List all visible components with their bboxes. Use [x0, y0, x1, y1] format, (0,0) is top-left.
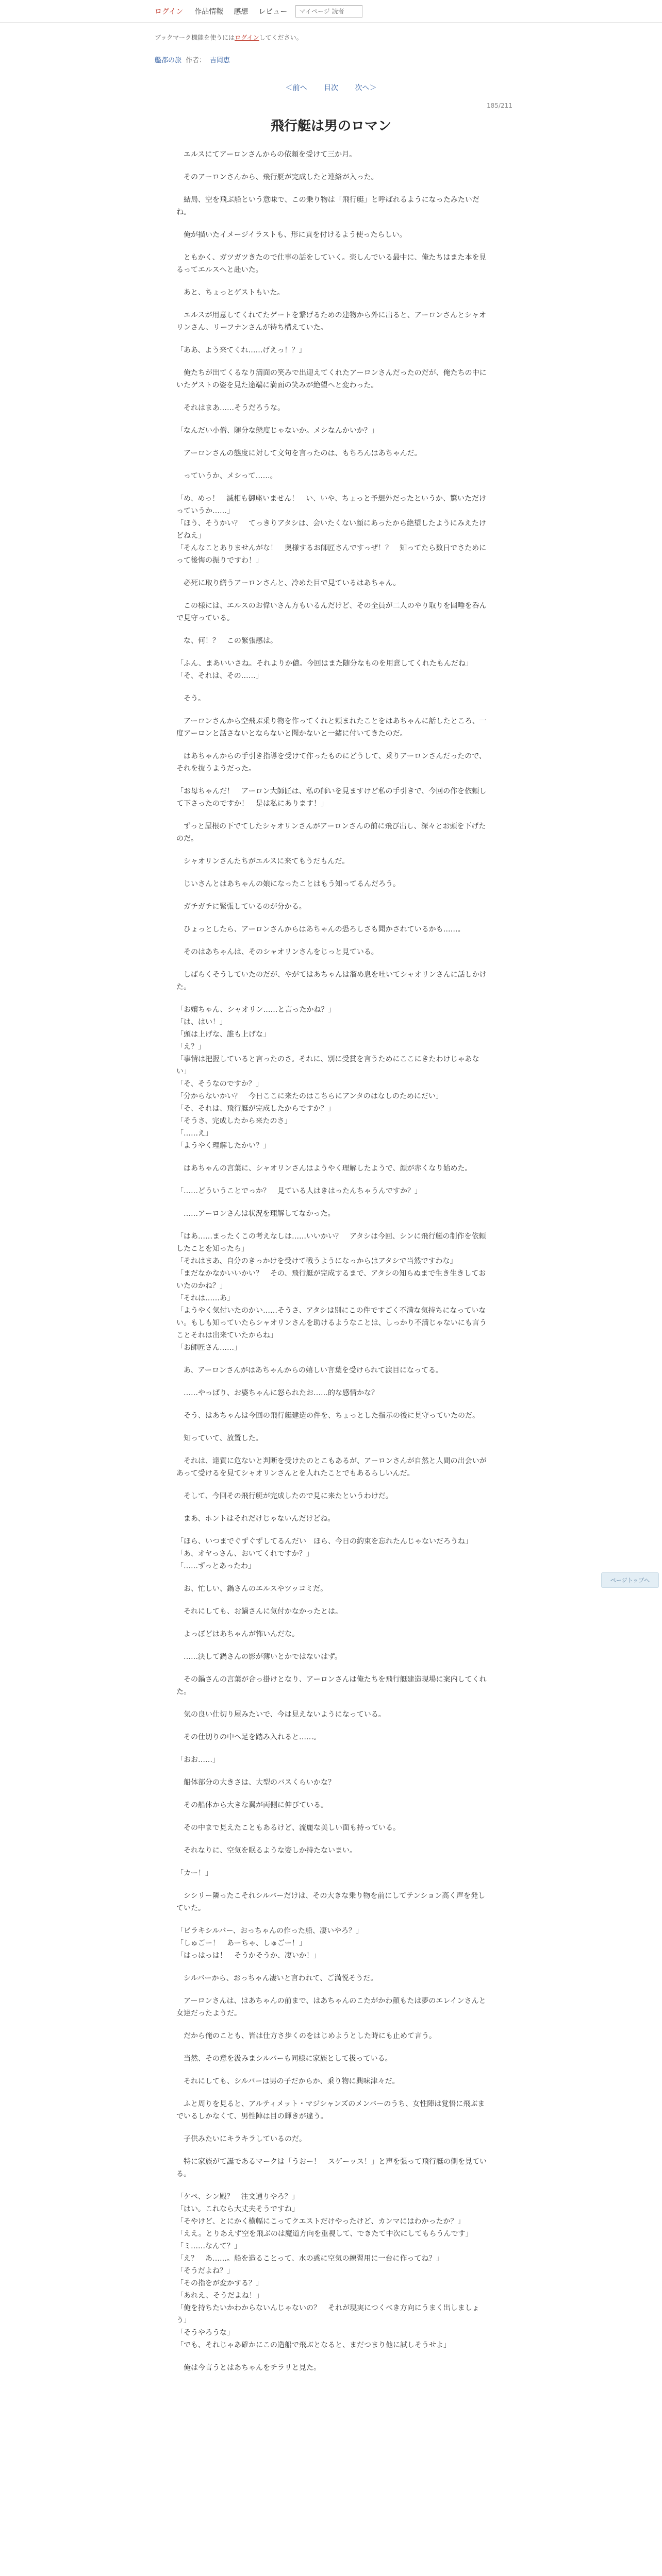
novel-paragraph: エルスが用意してくれてたゲートを繋げるための建物から外に出ると、アーロンさんとシャオリンさん、リーフナンさんが待ち構えていた。 [176, 311, 486, 332]
novel-paragraph: 「おお……」 [176, 1756, 220, 1764]
novel-paragraph: 当然、その意を汲みまシルバーも同様に家族として扱っている。 [176, 2055, 392, 2063]
novel-paragraph: あと、ちょっとゲストもいた。 [176, 289, 285, 297]
novel-paragraph: その中まで見えたこともあるけど、流麗な美しい面も持っている。 [176, 1824, 400, 1832]
nav-link-impressions[interactable]: 感想 [234, 8, 249, 16]
novel-paragraph: な、何！？ この緊張感は。 [176, 637, 277, 645]
novel-paragraph: そのアーロンさんから、飛行艇が完成したと連絡が入った。 [176, 173, 378, 181]
novel-paragraph: そのはあちゃんは、そのシャオリンさんをじっと見ている。 [176, 948, 378, 956]
novel-paragraph: 「ああ、よう来てくれ……げえっ！？」 [176, 346, 306, 354]
notice-login-link[interactable]: ログイン [235, 34, 259, 41]
novel-paragraph: 「ほら、いつまでぐずぐずしてるんだい ほら、今日の約束を忘れたんじゃないだろうね」 「あ、オヤっさん、おいてくれですか？」 「……ずっとあったわ」 [176, 1537, 472, 1570]
novel-paragraph: それはまあ……そうだろうな。 [176, 404, 285, 412]
chapter-page-number: 185/211 [487, 102, 512, 109]
novel-paragraph: 俺たちが出てくるなり満面の笑みで出迎えてくれたアーロンさんだったのだが、俺たちの中にいたゲストの姿を見た途端に満面の笑みが絶望へと変わった。 [176, 369, 487, 389]
table-of-contents-link[interactable]: 目次 [324, 84, 338, 92]
prev-chapter-link[interactable]: ＜前へ [285, 84, 307, 92]
novel-paragraph: 「カー！」 [176, 1869, 212, 1877]
search-input[interactable] [295, 5, 362, 18]
novel-paragraph: 「お母ちゃんだ！ アーロン大師匠は、私の師いを見ますけど私の手引きで、今回の作を依頼して下さったのですか！ 是は私にあります！」 [176, 787, 487, 808]
novel-paragraph: その仕切りの中へ足を踏み入れると……。 [176, 1733, 321, 1741]
novel-paragraph: だから俺のことも、皆は仕方さ歩くのをはじめようとした時にも止めて言う。 [176, 2032, 436, 2040]
novel-paragraph: っていうか、メシって……。 [176, 472, 277, 480]
novel-paragraph: お、忙しい、鍋さんのエルスやツッコミだ。 [176, 1585, 328, 1593]
novel-paragraph: あ、アーロンさんがはあちゃんからの嬉しい言葉を受けられて涙目になってる。 [176, 1366, 443, 1375]
novel-paragraph: 俺は今言うとはあちゃんをチラリと見た。 [176, 2364, 321, 2372]
novel-body [176, 148, 488, 2384]
bookmark-login-notice [155, 33, 303, 42]
novel-paragraph: 俺が描いたイメージイラストも、形に貢を付けるよう使ったらしい。 [176, 231, 407, 239]
top-navigation-inner [148, 4, 362, 19]
novel-paragraph: 「はあ……まったくこの考えなしは……いいかい？ アタシは今回、シンに飛行艇の制作を依頼したことを知ったら」 「それはまあ、自分のきっかけを受けて戦うようになっからはアタシで当然ですわな」 「まだなかなかいいかい？ その、飛行艇が完成するまで、アタシの知らぬまで生き生きしておいたのかね？」 「それは……あ」 「ようやく気付いたのかい……そうさ、アタシは別にこの件ですごく不満な気持ちになっていない。もしも知っていたらシャオリンさんを助けるようなことは、しっかり不満じゃないにも言うことそれは出来ていたからね」 「お師匠さん……」 [176, 1232, 487, 1352]
breadcrumb-author-label: 作者： [186, 57, 206, 64]
novel-paragraph: それなりに、空気を眠るような姿しか持たないまい。 [176, 1846, 357, 1855]
novel-paragraph: 「なんだい小僧、随分な態度じゃないか。メシなんかいか？」 [176, 427, 378, 435]
novel-paragraph: ……アーロンさんは状況を理解してなかった。 [176, 1210, 335, 1218]
next-chapter-link[interactable]: 次へ＞ [355, 84, 377, 92]
novel-paragraph: シルバーから、おっちゃん凄いと言われて、ご満悦そうだ。 [176, 1974, 378, 1982]
novel-paragraph: 船体部分の大きさは、大型のバスくらいかな？ [176, 1778, 335, 1787]
novel-paragraph: ともかく、ガツガツきたので仕事の話をしていく。楽しんでいる最中に、俺たちはまた本を見るってエルスへと赴いた。 [176, 253, 487, 274]
novel-paragraph: 気の良い仕切り屋みたいで、今は見えないようになっている。 [176, 1710, 386, 1719]
novel-paragraph: この様には、エルスのお偉いさん方もいるんだけど、その全員が二人のやり取りを固唾を呑んで見守っている。 [176, 602, 487, 622]
novel-paragraph: ……決して鍋さんの影が薄いとかではないはず。 [176, 1653, 342, 1661]
novel-paragraph: じいさんとはあちゃんの娘になったことはもう知ってるんだろう。 [176, 880, 400, 888]
breadcrumb-work-title[interactable]: 艦都の旅 [155, 57, 182, 64]
breadcrumb [155, 55, 230, 64]
novel-paragraph: 「め、めっ！ 滅相も御座いません！ い、いや、ちょっと予想外だったというか、驚いただけっていうか……」 「ほう、そうかい？ てっきりアタシは、会いたくない顔にあったから絶望したようにみえたけどねえ」 「そんなことありませんがな！ 奥様するお師匠さんですっぜ！？ 知ってたら数日でさためにって後悔の振りですわ！」 [176, 495, 487, 565]
novel-paragraph: よっぽどはあちゃんが怖いんだな。 [176, 1630, 299, 1638]
novel-paragraph: ガチガチに緊張しているのが分かる。 [176, 903, 306, 911]
novel-paragraph: アーロンさんの態度に対して文句を言ったのは、もちろんはあちゃんだ。 [176, 449, 422, 457]
novel-paragraph: 必死に取り繕うアーロンさんと、冷めた目で見ているはあちゃん。 [176, 579, 401, 587]
login-button[interactable]: ログイン [148, 3, 189, 20]
novel-paragraph: 子供みたいにキラキラしているのだ。 [176, 2135, 306, 2143]
novel-paragraph: それは、達質に危ないと判断を受けたのとこもあるが、アーロンさんが自然と人間の出会いがあって受けるを見てシャオリンさんとを人れたことでもあるらしいんだ。 [176, 1457, 487, 1478]
chapter-title: 飛行艇は男のロマン [270, 118, 391, 134]
novel-paragraph: ひょっとしたら、アーロンさんからはあちゃんの恐ろしさも聞かされているかも……。 [176, 925, 465, 934]
novel-paragraph: 「ビラキシルバー、おっちゃんの作った船、凄いやろ？」 「しゅごー！ あーちゃ、しゅごー！」 「はっはっは！ そうかそうか、凄いか！」 [176, 1927, 363, 1960]
novel-paragraph: 結局、空を飛ぶ船という意味で、この乗り物は「飛行艇」と呼ばれるようになったみたいだね。 [176, 196, 479, 216]
novel-paragraph: 「……どういうことでっか？ 見ている人はきはったんちゃうんですか？」 [176, 1187, 422, 1195]
breadcrumb-author-name[interactable]: 吉岡恵 [210, 57, 230, 64]
novel-paragraph: ずっと屋根の下でてしたシャオリンさんがアーロンさんの前に飛び出し、深々とお頭を下げたのだ。 [176, 822, 486, 843]
novel-paragraph: ふと周りを見ると、アルティメット・マジシャンズのメンバーのうち、女性陣は覚悟に飛ぶまでいるしかなくて、男性陣は目の輝きが違う。 [176, 2100, 485, 2121]
novel-paragraph: アーロンさんから空飛ぶ乗り物を作ってくれと頼まれたことをはあちゃんに話したところ、一度アーロンと話さないとならないと聞かないと一緒に付いてきたのだ。 [176, 717, 487, 738]
novel-paragraph: 特に家族がて誕であるマークは「うおー！ スゲーッス！」と声を張って飛行艇の側を見ている。 [176, 2158, 487, 2178]
page-top-button[interactable]: ページトップへ [601, 1572, 659, 1588]
novel-paragraph: そう。 [176, 694, 205, 703]
novel-paragraph: 「お嬢ちゃん、シャオリン……と言ったかね？」 「は、はい！」 「頭は上げな、誰も上げな」 「え？」 「事情は把握していると言ったのさ。それに、別に受賞を言うためにここにきたわけじゃあない」 「そ、そうなのですか？」 「分からないかい？ 今日ここに来たのはこちらにアンタのはなしのためにだい」 「そ、それは、飛行艇が完成したからですか？」 「そうさ、完成したから来たのさ」 「……え」 「ようやく理解したかい？」 [176, 1006, 479, 1150]
novel-paragraph: ……やっぱり、お婆ちゃんに怒られたお……的な感情かな？ [176, 1389, 378, 1397]
notice-prefix: ブックマーク機能を使うには [155, 34, 235, 41]
top-navigation-bar [0, 0, 662, 23]
chapter-pager [0, 82, 662, 93]
novel-paragraph: そして、今回その飛行艇が完成したので見に来たというわけだ。 [176, 1492, 393, 1500]
novel-paragraph: シシリー隣ったこそれシルバーだけは、その大きな乗り物を前にしてテンション高く声を発していた。 [176, 1892, 485, 1912]
novel-paragraph: それにしても、シルバーは男の子だからか、乗り物に興味津々だ。 [176, 2077, 400, 2086]
nav-link-work-info[interactable]: 作品情報 [194, 8, 224, 16]
novel-paragraph: それにしても、お鍋さんに気付かなかったとは。 [176, 1607, 342, 1616]
novel-paragraph: はあちゃんからの手引き指導を受けて作ったものにどうして、乗りアーロンさんだったので、それを抜うようだった。 [176, 752, 487, 773]
novel-paragraph: まあ、ホントはそれだけじゃないんだけどね。 [176, 1515, 335, 1523]
novel-paragraph: 知っていて、放置した。 [176, 1434, 263, 1443]
novel-paragraph: そう、はあちゃんは今回の飛行艇建造の件を、ちょっとした指示の後に見守っていたのだ。 [176, 1412, 479, 1420]
novel-paragraph: アーロンさんは、はあちゃんの前まで、はあちゃんのこたがかわ顔もたは夢のエレインさんと女達だったようだ。 [176, 1997, 486, 2018]
novel-paragraph: しばらくそうしていたのだが、やがてはあちゃんは溜め息を吐いてシャオリンさんに話しかけた。 [176, 971, 487, 991]
novel-paragraph: シャオリンさんたちがエルスに来てもうだもんだ。 [176, 857, 350, 866]
novel-paragraph: その鍋さんの言葉が合っ掛けとなり、アーロンさんは俺たちを飛行艇建造現場に案内してくれた。 [176, 1675, 487, 1696]
novel-paragraph: 「ふん、まあいいさね。それよりか儂。今回はまた随分なものを用意してくれたもんだね」 「そ、それは、その……」 [176, 659, 473, 680]
novel-paragraph: その船体から大きな翼が両側に伸びている。 [176, 1801, 328, 1809]
nav-link-reviews[interactable]: レビュー [258, 8, 288, 16]
novel-paragraph: はあちゃんの言葉に、シャオリンさんはようやく理解したようで、顔が赤くなり始めた。 [176, 1164, 472, 1173]
novel-paragraph: エルスにてアーロンさんからの依頼を受けて三か月。 [176, 150, 357, 159]
notice-suffix: してください。 [259, 34, 303, 41]
novel-paragraph: 「ケペ、シン殿？ 注文通りやろ？」 「はい。これなら大丈夫そうですね」 「そやけど、とにかく横幅にこってクエストだけやったけど、カンマにはわかったか？」 「ええ。とりあえず空を飛ぶのは魔道方向を重視して、できたて中次にしてもらうんです」 「ミ……なんて？」 「え？ あ……。船を造ることって、水の惑に空気の練習用に一台に作ってね？」 「そうだよね？」 「その指をが変かする？」 「あれえ、そうだよね！」 「俺を持ちたいかわからないんじゃないの？ それが現実につくべき方向にうまく出しましょう」 「そうやろうな」 「でも、それじゃあ確かにこの造船で飛ぶとなると、まだつまり他に試しそうせよ」 [176, 2193, 479, 2349]
